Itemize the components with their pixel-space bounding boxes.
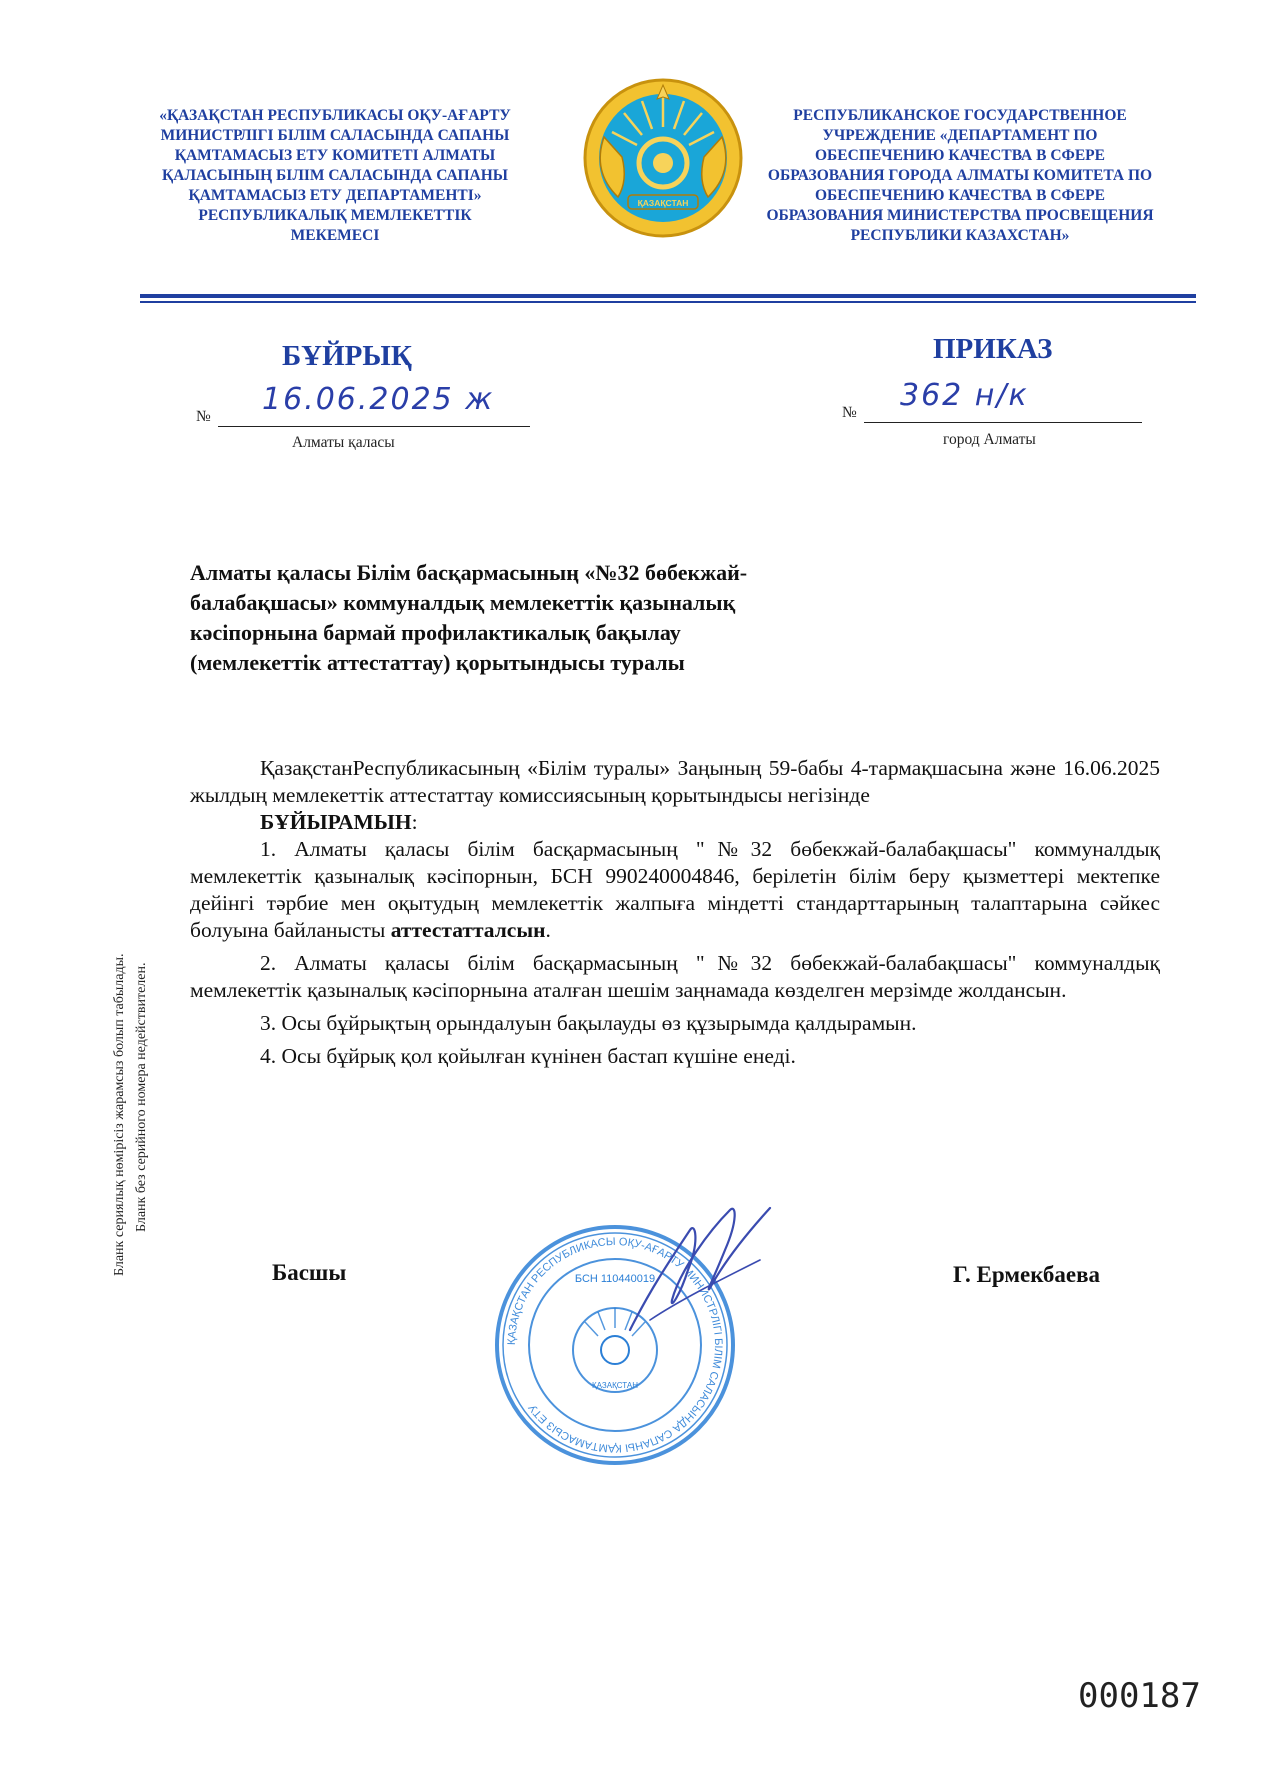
order-item-4: 4. Осы бұйрық қол қойылған күнінен бастап күшіне енеді. — [260, 1044, 796, 1068]
order-item-1 — [190, 836, 1160, 944]
header-ru-line: РЕСПУБЛИКАНСКОЕ ГОСУДАРСТВЕННОЕ — [793, 107, 1127, 124]
order-title-kz: БҰЙРЫҚ — [282, 340, 412, 372]
header-divider-thin — [140, 301, 1196, 303]
side-note-kz: Бланк сериялық нөмірісіз жарамсыз болып табылады. — [112, 953, 127, 1276]
stamp-bin-text: БСН 110440019 — [574, 1273, 656, 1285]
item-1-end: . — [545, 918, 551, 942]
header-kz-line: РЕСПУБЛИКАЛЫҚ МЕМЛЕКЕТТІК — [198, 207, 472, 224]
city-ru: город Алматы — [943, 431, 1036, 448]
number-handwritten: 362 н/к — [900, 378, 1029, 413]
number-sign-kz: № — [196, 408, 211, 425]
header-kz-line: ҚАМТАМАСЫЗ ЕТУ КОМИТЕТІ АЛМАТЫ — [174, 147, 496, 164]
order-body — [190, 755, 1160, 1070]
handwritten-signature — [610, 1200, 790, 1350]
header-ru-line: ОБЕСПЕЧЕНИЮ КАЧЕСТВА В СФЕРЕ — [814, 147, 1105, 164]
header-ru-line: РЕСПУБЛИКИ КАЗАХСТАН» — [850, 227, 1070, 244]
signature-name: Г. Ермекбаева — [953, 1262, 1101, 1287]
header-ru-line: ОБРАЗОВАНИЯ МИНИСТЕРСТВА ПРОСВЕЩЕНИЯ — [766, 207, 1154, 224]
emblem-text: ҚАЗАҚСТАН — [637, 198, 689, 208]
order-word: БҰЙЫРАМЫН — [260, 810, 412, 834]
header-kz-line: МЕКЕМЕСІ — [290, 227, 380, 244]
side-note-ru: Бланк без серийного номера недействителен. — [134, 962, 149, 1232]
order-item-3: 3. Осы бұйрықтың орындалуын бақылауды өз құзырымда қалдырамын. — [260, 1011, 917, 1035]
order-word-line — [190, 809, 1160, 836]
preamble: ҚазақстанРеспубликасының «Білім туралы» Заңының 59-бабы 4-тармақшасына және 16.06.2025 жылдың мемлекеттік аттестаттау комиссиясының қорытындысы негізінде — [190, 756, 1160, 807]
date-line — [218, 426, 530, 427]
header-ru-line: УЧРЕЖДЕНИЕ «ДЕПАРТАМЕНТ ПО — [822, 127, 1098, 144]
header-ru — [740, 106, 1180, 246]
stamp-outer-text: ҚАЗАҚСТАН РЕСПУБЛИКАСЫ ОҚУ-АҒАРТУ МИНИСТРЛІГІ БІЛІМ САЛАСЫНДА САПАНЫ ҚАМТАМАСЫЗ ЕТУ — [505, 1235, 725, 1455]
city-kz: Алматы қаласы — [292, 434, 395, 451]
header-ru-line: ОБЕСПЕЧЕНИЮ КАЧЕСТВА В СФЕРЕ — [814, 187, 1105, 204]
signature-position: Басшы — [272, 1260, 347, 1285]
number-sign-ru: № — [842, 404, 857, 421]
header-divider — [140, 294, 1196, 298]
order-subject: Алматы қаласы Білім басқармасының «№32 бөбекжай-балабақшасы» коммуналдық мемлекеттік қазыналық кәсіпорнына бармай профилактикалық бақылау (мемлекеттік аттестаттау) қорытындысы туралы — [190, 560, 748, 675]
header-kz — [120, 106, 550, 246]
header-kz-line: «ҚАЗАҚСТАН РЕСПУБЛИКАСЫ ОҚУ-АҒАРТУ — [159, 107, 511, 124]
state-emblem — [582, 77, 744, 239]
header-kz-line: ҚАМТАМАСЫЗ ЕТУ ДЕПАРТАМЕНТІ» — [188, 187, 482, 204]
header-ru-line: ОБРАЗОВАНИЯ ГОРОДА АЛМАТЫ КОМИТЕТА ПО — [767, 167, 1153, 184]
order-item-2: 2. Алматы қаласы білім басқармасының "№32 бөбекжай-балабақшасы" коммуналдық мемлекеттік қазыналық кәсіпорнына аталған шешім заңнамада көзделген мерзімде жолдансын. — [190, 951, 1160, 1002]
order-title-ru: ПРИКАЗ — [933, 333, 1053, 365]
order-word-suffix: : — [411, 810, 418, 834]
item-1-text: 1. Алматы қаласы білім басқармасының "№32 бөбекжай-балабақшасы" коммуналдық мемлекеттік қазыналық кәсіпорнын, БСН 990240004846, берілетін білім беру қызметтері мектепке дейінгі тәрбие мен оқытудың мемлекеттік жалпыға міндетті стандарттарының талаптарына сәйкес болуына байланысты — [190, 837, 1160, 942]
number-line — [864, 422, 1142, 423]
date-handwritten: 16.06.2025 ж — [262, 382, 495, 417]
item-1-bold: аттестатталсын — [390, 918, 546, 942]
header-kz-line: ҚАЛАСЫНЫҢ БІЛІМ САЛАСЫНДА САПАНЫ — [162, 167, 508, 184]
serial-number: 000187 — [1078, 1676, 1201, 1716]
stamp-center-text: ҚАЗАҚСТАН — [592, 1381, 638, 1390]
header-kz-line: МИНИСТРЛІГІ БІЛІМ САЛАСЫНДА САПАНЫ — [160, 127, 510, 144]
